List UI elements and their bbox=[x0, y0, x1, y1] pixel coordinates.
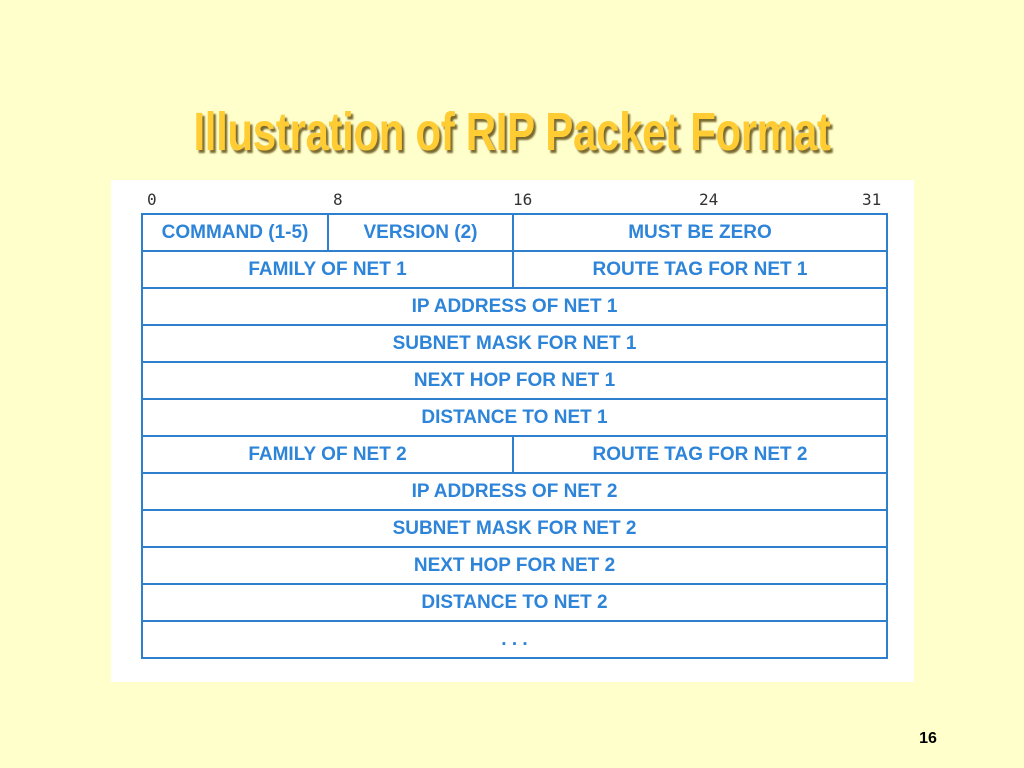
field-must-be-zero: MUST BE ZERO bbox=[512, 215, 886, 250]
field-ip-address-net-2: IP ADDRESS OF NET 2 bbox=[411, 480, 618, 502]
bit-label-24: 24 bbox=[699, 190, 719, 209]
packet-row bbox=[143, 324, 886, 361]
field-family-net-1: FAMILY OF NET 1 bbox=[248, 258, 407, 280]
packet-row bbox=[143, 398, 886, 435]
packet-row bbox=[143, 509, 886, 546]
field-command: COMMAND (1-5) bbox=[161, 221, 309, 243]
packet-row bbox=[143, 361, 886, 398]
packet-row-header bbox=[143, 215, 886, 250]
field-route-tag-net-1: ROUTE TAG FOR NET 1 bbox=[512, 252, 886, 287]
field-subnet-mask-net-1: SUBNET MASK FOR NET 1 bbox=[392, 332, 637, 354]
bit-label-0: 0 bbox=[147, 190, 157, 209]
field-ellipsis: . . . bbox=[501, 628, 528, 650]
field-next-hop-net-2: NEXT HOP FOR NET 2 bbox=[413, 554, 616, 576]
packet-row bbox=[143, 435, 886, 472]
page-number: 16 bbox=[919, 730, 937, 747]
field-distance-net-2: DISTANCE TO NET 2 bbox=[421, 591, 608, 613]
field-subnet-mask-net-2: SUBNET MASK FOR NET 2 bbox=[392, 517, 637, 539]
bit-label-16: 16 bbox=[513, 190, 533, 209]
slide-title: Illustration of RIP Packet Format bbox=[193, 102, 831, 162]
field-next-hop-net-1: NEXT HOP FOR NET 1 bbox=[413, 369, 616, 391]
field-version: VERSION (2) bbox=[327, 215, 512, 250]
field-route-tag-net-2: ROUTE TAG FOR NET 2 bbox=[512, 437, 886, 472]
field-distance-net-1: DISTANCE TO NET 1 bbox=[421, 406, 608, 428]
bit-label-31: 31 bbox=[862, 190, 882, 209]
field-family-net-2: FAMILY OF NET 2 bbox=[248, 443, 407, 465]
packet-row bbox=[143, 546, 886, 583]
bit-label-8: 8 bbox=[333, 190, 343, 209]
packet-row bbox=[143, 472, 886, 509]
field-ip-address-net-1: IP ADDRESS OF NET 1 bbox=[411, 295, 618, 317]
packet-row bbox=[143, 287, 886, 324]
packet-row bbox=[143, 250, 886, 287]
packet-format-table bbox=[141, 213, 888, 659]
packet-row bbox=[143, 583, 886, 620]
rip-packet-diagram bbox=[111, 180, 914, 682]
packet-row-ellipsis bbox=[143, 620, 886, 657]
